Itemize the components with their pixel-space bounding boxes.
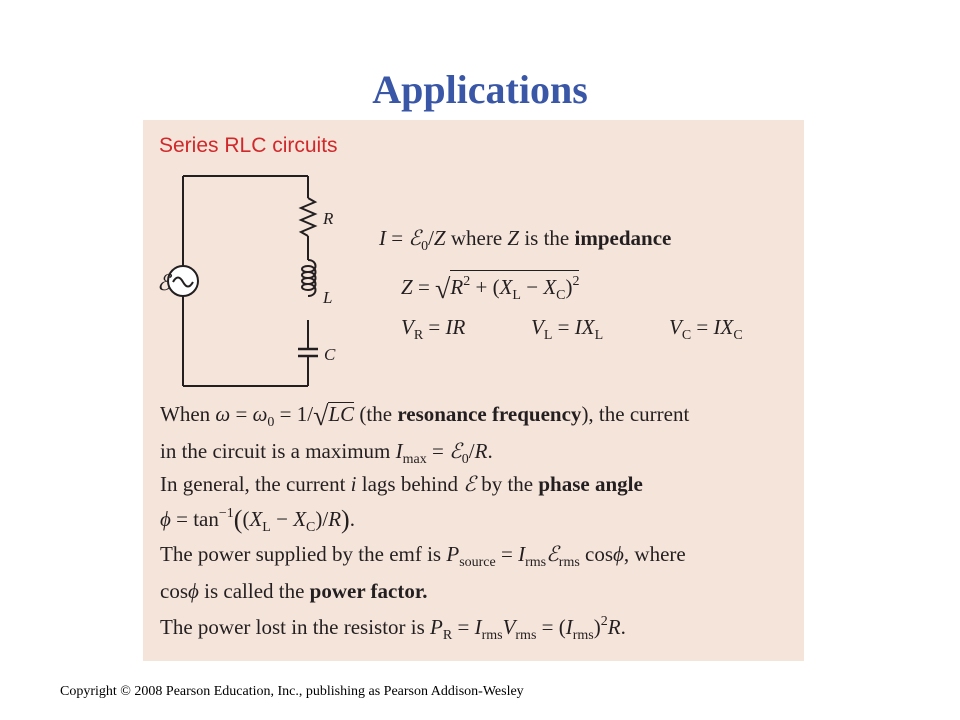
- power-factor-term: power factor.: [309, 579, 428, 603]
- phase-angle-term: phase angle: [538, 472, 643, 496]
- resistor-label: R: [323, 209, 334, 228]
- resonance-paragraph: When $\omega = \omega_0 = 1/√LC$ (the resonance frequency), the current in the circuit is a maximum $I_{max}$ = ℰ$_0$/R.: [160, 401, 690, 467]
- voltage-inductor: $V_L = IX_L$: [531, 315, 604, 343]
- capacitor-label: C: [324, 345, 336, 364]
- slide-title: Applications: [372, 67, 588, 112]
- impedance-formula: $Z = √R^2 + (X_L - X_C)^2$: [401, 270, 579, 306]
- power-lost-paragraph: The power lost in the resistor is $P_R = I_{rms}V_{rms} = (I_{rms})^2R$.: [160, 614, 626, 643]
- rlc-circuit-diagram: [143, 120, 383, 400]
- impedance-term: impedance: [574, 226, 672, 250]
- panel-heading: Series RLC circuits: [159, 134, 338, 157]
- voltage-capacitor: $V_C = IX_C$: [669, 315, 743, 343]
- impedance-equation: I = ℰ$_0$/Z where Z is the impedance: [379, 226, 672, 254]
- inductor-label: L: [323, 288, 333, 307]
- power-paragraph: The power supplied by the emf is $P_{source}$ = $I_{rms}ℰ_{rms}$ cosϕ, where cosϕ is called the power factor.: [160, 542, 686, 603]
- phase-paragraph: In general, the current i lags behind ℰ by the phase angle $\phi = \tan^{-1}((X_L - X_C)/R)$.: [160, 472, 643, 535]
- source-label: ℰ: [157, 270, 171, 295]
- resonance-term: resonance frequency: [397, 402, 582, 426]
- copyright-notice: Copyright © 2008 Pearson Education, Inc., publishing as Pearson Addison-Wesley: [60, 684, 524, 699]
- content-panel: [143, 120, 804, 661]
- voltage-resistor: $V_R$ = IR: [401, 315, 466, 343]
